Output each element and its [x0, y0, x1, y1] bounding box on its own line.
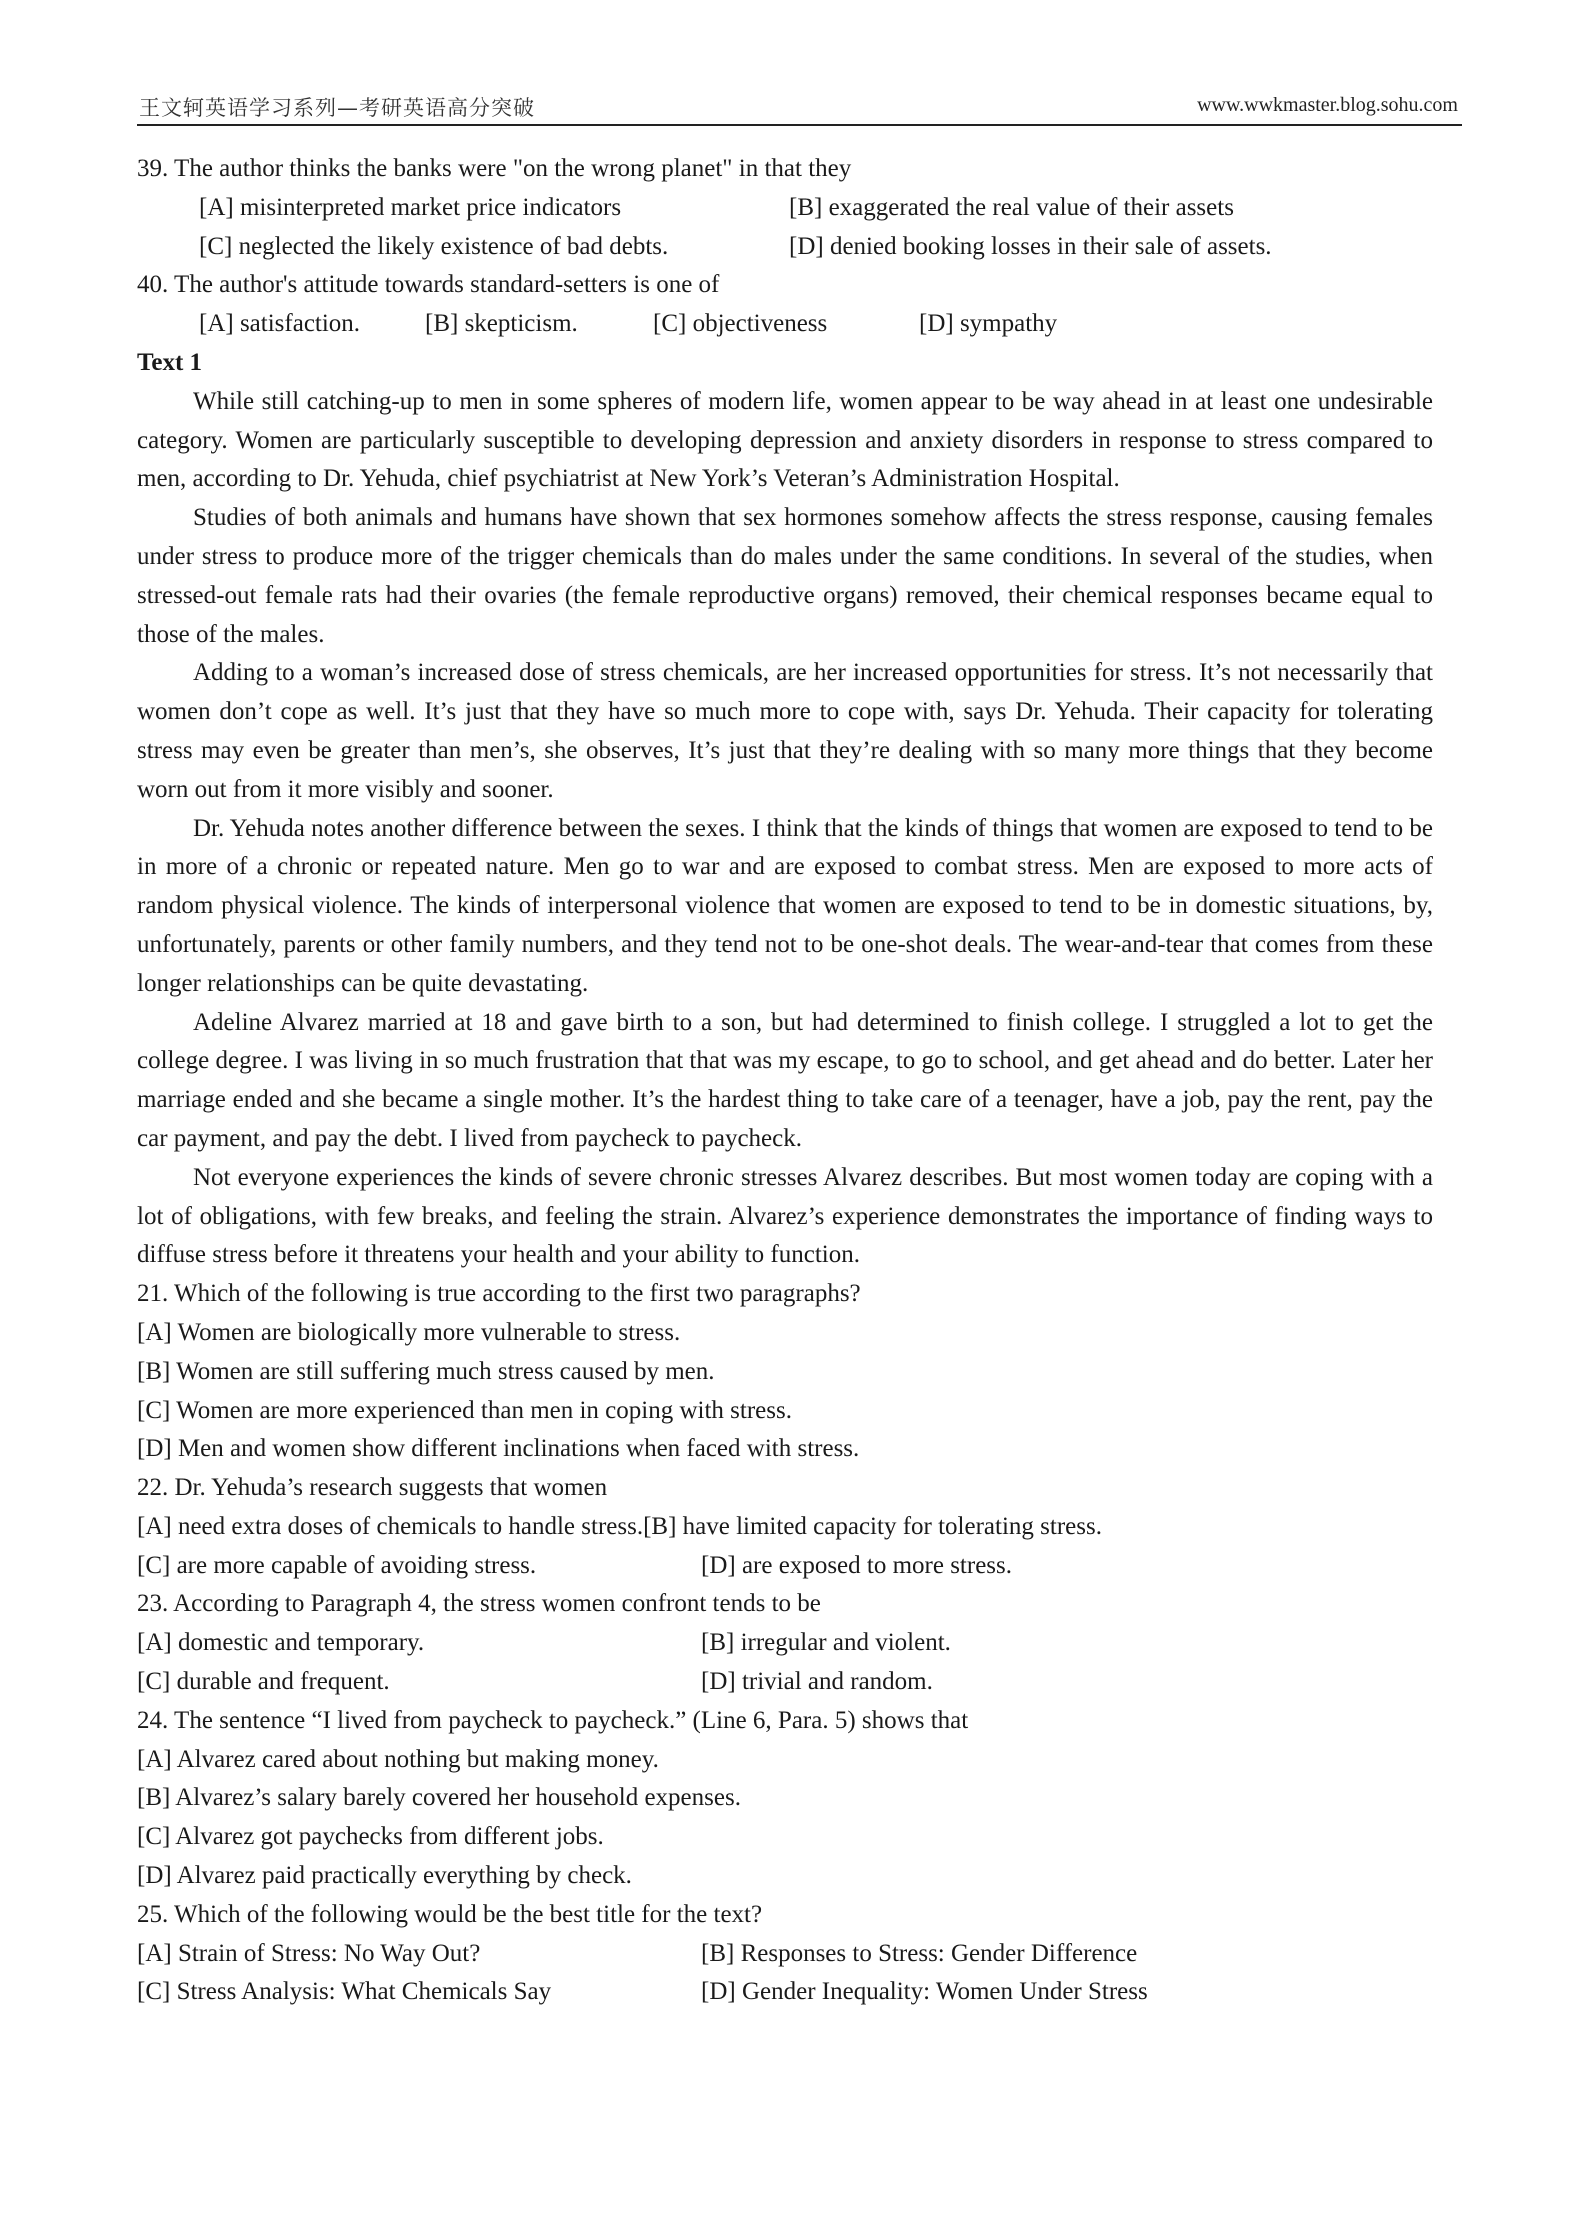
question-23-option-b: [B] irregular and violent.: [701, 1629, 951, 1657]
text-1-paragraph-5: Adeline Alvarez married at 18 and gave birth to a son, but had determined to finish college. I struggled a lot to get the college degree. I was living in so much frustration that that was my escape, to go to school, and get ahead and do better. Later her marriage ended and she became a single mother. It’s the hardest thing to take care of a teenager, have a job, pay the rent, pay the car payment, and pay the debt. I lived from paycheck to paycheck.: [137, 1008, 1433, 1152]
question-40-option-c: [C] objectiveness: [653, 310, 828, 338]
question-39-option-a: [A] misinterpreted market price indicators: [199, 193, 622, 221]
question-22-stem: 22. Dr. Yehuda’s research suggests that women: [137, 1474, 608, 1502]
question-40-options: [137, 305, 1433, 344]
question-23-options-row-1: [137, 1624, 1433, 1663]
page-header: [137, 90, 1462, 126]
question-25-option-a: [A] Strain of Stress: No Way Out?: [137, 1939, 481, 1967]
question-40-option-b: [B] skepticism.: [425, 310, 578, 338]
header-series-title: 王文轲英语学习系列—考研英语高分突破: [139, 96, 535, 120]
question-23-options-row-2: [137, 1663, 1433, 1702]
question-23-option-d: [D] trivial and random.: [701, 1668, 933, 1696]
question-24-option-d: [D] Alvarez paid practically everything by check.: [137, 1862, 632, 1890]
question-22-option-d: [D] are exposed to more stress.: [701, 1551, 1013, 1579]
header-blog-url: www.wwkmaster.blog.sohu.com: [1197, 94, 1458, 116]
question-24-stem: 24. The sentence “I lived from paycheck to paycheck.” (Line 6, Para. 5) shows that: [137, 1706, 969, 1734]
question-39-option-d: [D] denied booking losses in their sale of assets.: [789, 232, 1272, 260]
question-25-options-row-2: [137, 1973, 1433, 2012]
question-25-stem: 25. Which of the following would be the best title for the text?: [137, 1900, 763, 1928]
question-39-option-c: [C] neglected the likely existence of bad debts.: [199, 232, 669, 260]
question-22-option-c: [C] are more capable of avoiding stress.: [137, 1551, 537, 1579]
question-22-options-a-b: [A] need extra doses of chemicals to handle stress.[B] have limited capacity for tolerating stress.: [137, 1512, 1102, 1540]
text-1-paragraph-1: While still catching-up to men in some spheres of modern life, women appear to be way ahead in at least one undesirable category. Women are particularly susceptible to developing depression and anxiety disorders in response to stress compared to men, according to Dr. Yehuda, chief psychiatrist at New York’s Veteran’s Administration Hospital.: [137, 387, 1433, 493]
question-21-option-a: [A] Women are biologically more vulnerable to stress.: [137, 1318, 681, 1346]
question-22-options-row-2: [137, 1547, 1433, 1586]
text-1-paragraph-3: Adding to a woman’s increased dose of stress chemicals, are her increased opportunities for stress. It’s not necessarily that women don’t cope as well. It’s just that they have so much more to cope with, says Dr. Yehuda. Their capacity for tolerating stress may even be greater than men’s, she observes, It’s just that they’re dealing with so many more things that they become worn out from it more visibly and sooner.: [137, 659, 1433, 803]
question-25-options-row-1: [137, 1935, 1433, 1974]
text-1-paragraph-6: Not everyone experiences the kinds of severe chronic stresses Alvarez describes. But most women today are coping with a lot of obligations, with few breaks, and feeling the strain. Alvarez’s experience demonstrates the importance of finding ways to diffuse stress before it threatens your health and your ability to function.: [137, 1163, 1433, 1269]
question-21-option-c: [C] Women are more experienced than men in coping with stress.: [137, 1396, 792, 1424]
question-25-option-b: [B] Responses to Stress: Gender Difference: [701, 1939, 1138, 1967]
question-40-stem: 40. The author's attitude towards standard-setters is one of: [137, 271, 720, 299]
question-23-option-c: [C] durable and frequent.: [137, 1668, 390, 1696]
question-39-option-b: [B] exaggerated the real value of their assets: [789, 193, 1234, 221]
question-25-option-c: [C] Stress Analysis: What Chemicals Say: [137, 1978, 552, 2006]
question-39-options-row-2: [137, 228, 1433, 267]
text-1-paragraph-2: Studies of both animals and humans have shown that sex hormones somehow affects the stress response, causing females under stress to produce more of the trigger chemicals than do males under the same conditions. In several of the studies, when stressed-out female rats had their ovaries (the female reproductive organs) removed, their chemical responses became equal to those of the males.: [137, 504, 1433, 648]
question-21-option-b: [B] Women are still suffering much stress caused by men.: [137, 1357, 715, 1385]
question-23-stem: 23. According to Paragraph 4, the stress women confront tends to be: [137, 1590, 821, 1618]
question-24-option-c: [C] Alvarez got paychecks from different jobs.: [137, 1823, 604, 1851]
question-23-option-a: [A] domestic and temporary.: [137, 1629, 425, 1657]
question-39-options-row-1: [137, 189, 1433, 228]
page-content: [137, 150, 1433, 2012]
question-39-stem: 39. The author thinks the banks were "on the wrong planet" in that they: [137, 155, 852, 182]
question-40-option-d: [D] sympathy: [919, 310, 1058, 338]
text-1-paragraph-4: Dr. Yehuda notes another difference between the sexes. I think that the kinds of things that women are exposed to tend to be in more of a chronic or repeated nature. Men go to war and are exposed to combat stress. Men are exposed to more acts of random physical violence. The kinds of interpersonal violence that women are exposed to tend to be in domestic situations, by, unfortunately, parents or other family numbers, and they tend not to be one-shot deals. The wear-and-tear that comes from these longer relationships can be quite devastating.: [137, 814, 1433, 997]
question-25-option-d: [D] Gender Inequality: Women Under Stress: [701, 1978, 1148, 2006]
question-24-option-b: [B] Alvarez’s salary barely covered her household expenses.: [137, 1784, 741, 1812]
section-heading-text-1: Text 1: [137, 348, 203, 376]
question-24-option-a: [A] Alvarez cared about nothing but making money.: [137, 1745, 659, 1773]
question-40-option-a: [A] satisfaction.: [199, 310, 361, 338]
question-21-option-d: [D] Men and women show different inclinations when faced with stress.: [137, 1435, 860, 1463]
question-21-stem: 21. Which of the following is true according to the first two paragraphs?: [137, 1280, 861, 1308]
